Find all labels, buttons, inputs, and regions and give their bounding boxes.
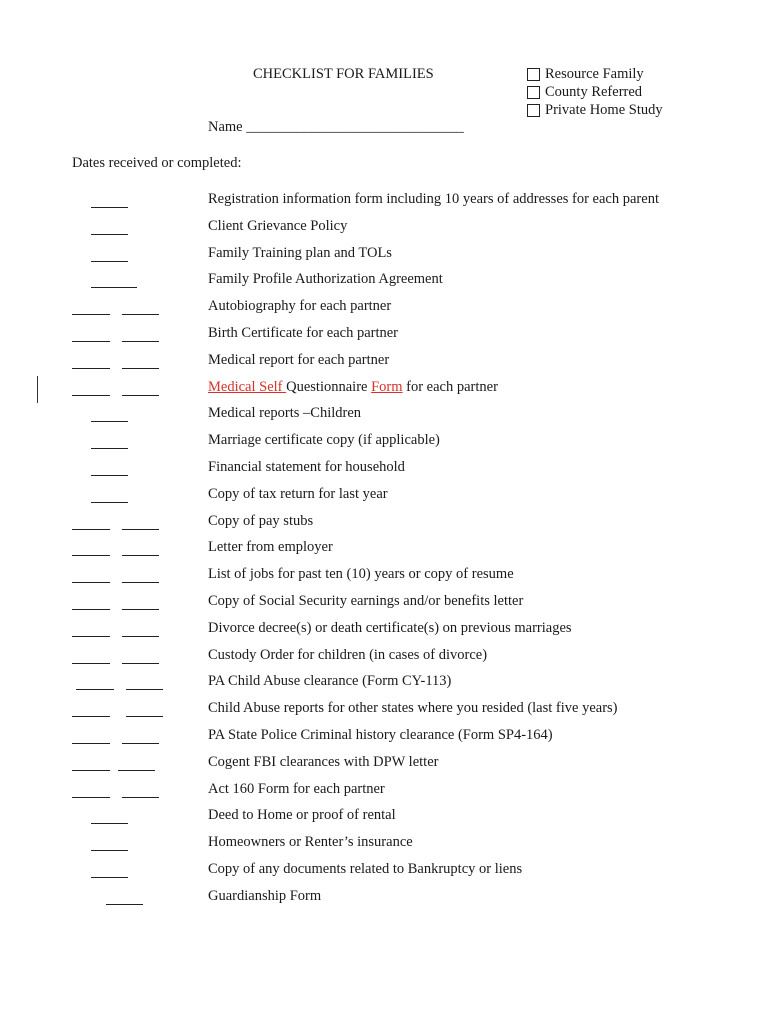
checklist-item [0, 379, 770, 406]
checklist-item [0, 754, 770, 781]
checklist-item [0, 432, 770, 459]
checklist [0, 191, 770, 915]
date-blank[interactable] [122, 566, 159, 583]
name-field[interactable]: Name ______________________________ [208, 119, 464, 135]
checklist-item [0, 271, 770, 298]
checkbox-row-private-home-study[interactable] [527, 101, 663, 119]
checklist-item-label: Copy of pay stubs [208, 512, 314, 529]
date-blank[interactable] [72, 781, 110, 798]
checklist-item [0, 647, 770, 674]
checklist-item-label: Divorce decree(s) or death certificate(s) on previous marriages [208, 619, 572, 636]
checklist-item-label: Birth Certificate for each partner [208, 324, 399, 341]
checklist-item-label: Copy of Social Security earnings and/or benefits letter [208, 592, 524, 609]
checklist-item [0, 673, 770, 700]
date-blank[interactable] [122, 352, 159, 369]
label-part: for each partner [402, 378, 498, 395]
checklist-item-label: Copy of any documents related to Bankruptcy or liens [208, 860, 523, 877]
checklist-item-label [208, 379, 498, 396]
date-blank[interactable] [91, 218, 128, 235]
date-blank[interactable] [72, 593, 110, 610]
checklist-item-label: Marriage certificate copy (if applicable) [208, 432, 440, 449]
checkbox-row-county-referred[interactable] [527, 83, 663, 101]
checklist-item-label: Cogent FBI clearances with DPW letter [208, 753, 439, 770]
checklist-item [0, 781, 770, 808]
label-part: Form [371, 378, 403, 395]
checklist-item-label: Autobiography for each partner [208, 298, 392, 315]
date-blank[interactable] [122, 620, 159, 637]
date-blank[interactable] [72, 539, 110, 556]
date-blank[interactable] [106, 888, 143, 905]
date-blank[interactable] [72, 379, 110, 396]
checklist-item [0, 513, 770, 540]
date-blank[interactable] [91, 834, 128, 851]
date-blank[interactable] [91, 486, 128, 503]
county-referred-checkbox[interactable] [527, 86, 540, 99]
date-blank[interactable] [122, 593, 159, 610]
checklist-item-label: Client Grievance Policy [208, 217, 348, 234]
date-blank[interactable] [126, 673, 163, 690]
resource-family-label: Resource Family [545, 65, 644, 82]
checklist-item-label: Homeowners or Renter’s insurance [208, 834, 413, 851]
checklist-item-label: Copy of tax return for last year [208, 485, 388, 502]
family-type-checkboxes [527, 65, 663, 119]
date-blank[interactable] [72, 513, 110, 530]
date-blank[interactable] [72, 727, 110, 744]
checklist-item [0, 834, 770, 861]
checklist-item [0, 807, 770, 834]
date-blank[interactable] [91, 245, 128, 262]
checklist-item [0, 486, 770, 513]
checklist-item [0, 620, 770, 647]
date-blank[interactable] [122, 727, 159, 744]
checklist-item-label: List of jobs for past ten (10) years or copy of resume [208, 566, 514, 583]
label-part: Medical Self [208, 378, 287, 395]
date-blank[interactable] [72, 566, 110, 583]
date-blank[interactable] [122, 325, 159, 342]
date-blank[interactable] [72, 754, 110, 771]
date-blank[interactable] [122, 781, 159, 798]
checklist-item-label: Deed to Home or proof of rental [208, 807, 396, 824]
checkbox-row-resource-family[interactable] [527, 65, 663, 83]
checklist-item-label: Custody Order for children (in cases of divorce) [208, 646, 488, 663]
date-blank[interactable] [122, 379, 159, 396]
date-blank[interactable] [91, 459, 128, 476]
checklist-item-label: Guardianship Form [208, 887, 322, 904]
date-blank[interactable] [122, 647, 159, 664]
checklist-item [0, 566, 770, 593]
checklist-item [0, 325, 770, 352]
checklist-item-label: Medical reports –Children [208, 405, 362, 422]
date-blank[interactable] [91, 191, 128, 208]
checklist-item-label: Financial statement for household [208, 458, 405, 475]
date-blank[interactable] [72, 620, 110, 637]
checklist-item [0, 539, 770, 566]
date-blank[interactable] [72, 700, 110, 717]
date-blank[interactable] [91, 432, 128, 449]
checklist-item [0, 298, 770, 325]
date-blank[interactable] [91, 807, 128, 824]
date-blank[interactable] [72, 298, 110, 315]
checklist-item [0, 861, 770, 888]
checklist-item-label: Child Abuse reports for other states where you resided (last five years) [208, 700, 618, 717]
checklist-item-label: Medical report for each partner [208, 351, 390, 368]
checklist-item-label: Letter from employer [208, 539, 333, 556]
checklist-item [0, 218, 770, 245]
checklist-item-label: Act 160 Form for each partner [208, 780, 385, 797]
date-blank[interactable] [91, 271, 137, 288]
private-home-study-label: Private Home Study [545, 101, 663, 118]
date-blank[interactable] [126, 700, 163, 717]
checklist-item [0, 700, 770, 727]
checklist-item-label: PA State Police Criminal history clearance (Form SP4-164) [208, 726, 553, 743]
checklist-item-label: Family Profile Authorization Agreement [208, 271, 443, 288]
checklist-item-label: Family Training plan and TOLs [208, 244, 392, 261]
date-blank[interactable] [122, 298, 159, 315]
checklist-item-label: Registration information form including 10 years of addresses for each parent [208, 191, 659, 207]
resource-family-checkbox[interactable] [527, 68, 540, 81]
label-part: Questionnaire [286, 378, 372, 395]
date-blank[interactable] [72, 647, 110, 664]
page-title: CHECKLIST FOR FAMILIES [253, 66, 434, 82]
checklist-item [0, 191, 770, 218]
checklist-item [0, 727, 770, 754]
checklist-item [0, 352, 770, 379]
checklist-item [0, 593, 770, 620]
date-blank[interactable] [122, 539, 159, 556]
date-blank[interactable] [91, 405, 128, 422]
checklist-item [0, 888, 770, 915]
dates-label: Dates received or completed: [72, 155, 242, 171]
date-blank[interactable] [91, 861, 128, 878]
county-referred-label: County Referred [545, 83, 643, 100]
checklist-item [0, 405, 770, 432]
checklist-item [0, 459, 770, 486]
date-blank[interactable] [72, 325, 110, 342]
private-home-study-checkbox[interactable] [527, 104, 540, 117]
checklist-item [0, 245, 770, 272]
date-blank[interactable] [118, 754, 155, 771]
date-blank[interactable] [72, 352, 110, 369]
date-blank[interactable] [122, 513, 159, 530]
checklist-item-label: PA Child Abuse clearance (Form CY-113) [208, 673, 452, 690]
date-blank[interactable] [76, 673, 114, 690]
